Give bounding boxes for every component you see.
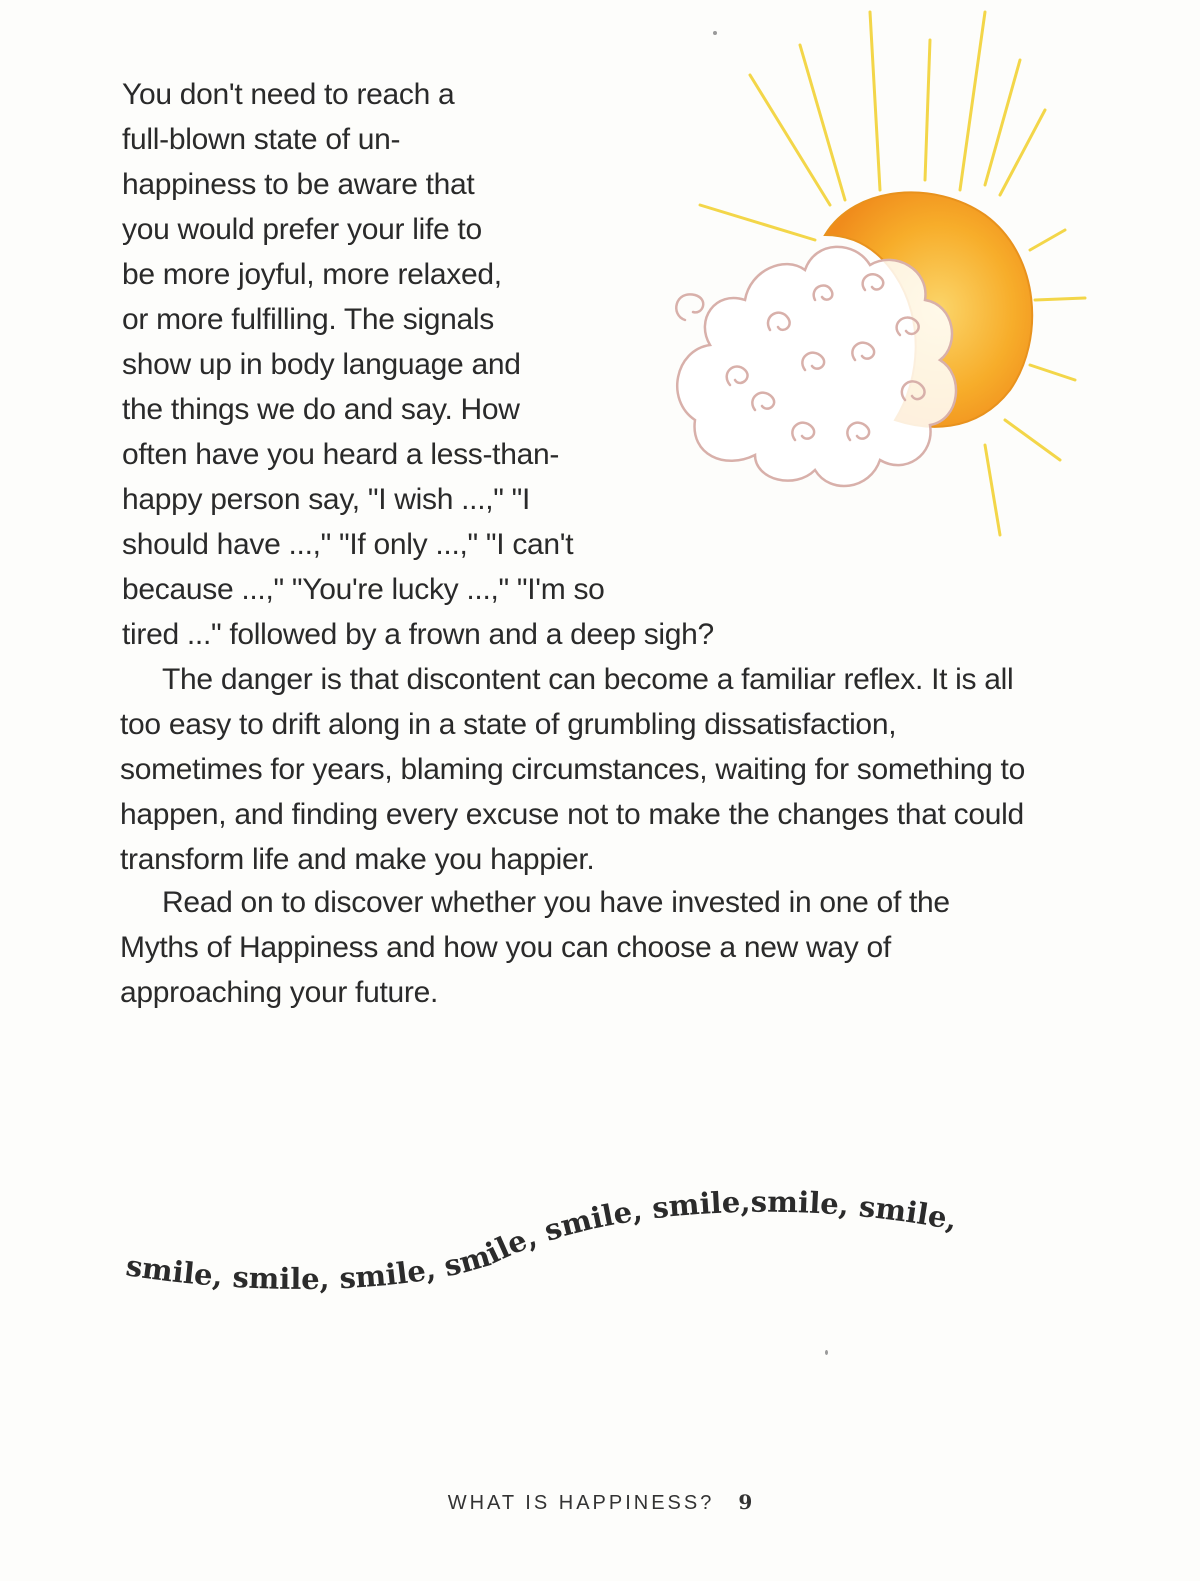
text-line: tired ..." followed by a frown and a deep sigh? (122, 618, 714, 651)
text-line: because ...," "You're lucky ...," "I'm so (122, 573, 605, 606)
intro-paragraph (122, 72, 714, 657)
sun-cloud-illustration (655, 0, 1105, 560)
text-line: Myths of Happiness and how you can choose a new way of (120, 931, 891, 964)
text-line: happen, and finding every excuse not to make the changes that could (120, 798, 1024, 831)
text-line: you would prefer your life to (122, 213, 482, 246)
text-line: be more joyful, more relaxed, (122, 258, 502, 291)
text-line: show up in body language and (122, 348, 521, 381)
text-line: sometimes for years, blaming circumstances, waiting for something to (120, 753, 1025, 786)
text-line: the things we do and say. How (122, 393, 520, 426)
text-line: or more fulfilling. The signals (122, 303, 494, 336)
page-footer (0, 1490, 1200, 1515)
smile-arc-text (100, 1170, 1120, 1340)
text-line: happiness to be aware that (122, 168, 475, 201)
text-line: too easy to drift along in a state of grumbling dissatisfaction, (120, 708, 897, 741)
text-line: happy person say, "I wish ...," "I (122, 483, 531, 516)
danger-paragraph (120, 657, 1095, 882)
text-line: transform life and make you happier. (120, 843, 595, 876)
smile-text (124, 1185, 960, 1296)
text-line: should have ...," "If only ...," "I can't (122, 528, 574, 561)
text-line: approaching your future. (120, 976, 439, 1009)
text-line: full-blown state of un- (122, 123, 401, 156)
scan-speck (825, 1350, 828, 1355)
text-line: You don't need to reach a (122, 78, 455, 111)
page-number: 9 (738, 1490, 753, 1514)
running-head: WHAT IS HAPPINESS? (447, 1492, 715, 1514)
cloud-swirls (676, 247, 956, 486)
scan-speck (713, 31, 717, 35)
read-on-paragraph (120, 880, 1095, 1015)
text-line: often have you heard a less-than- (122, 438, 560, 471)
text-line: Read on to discover whether you have invested in one of the (162, 886, 950, 919)
smile-text-path: smile, smile, smile, smile, smile, smile,smile, smile, (123, 1184, 960, 1296)
text-line: The danger is that discontent can become a familiar reflex. It is all (162, 663, 1014, 696)
